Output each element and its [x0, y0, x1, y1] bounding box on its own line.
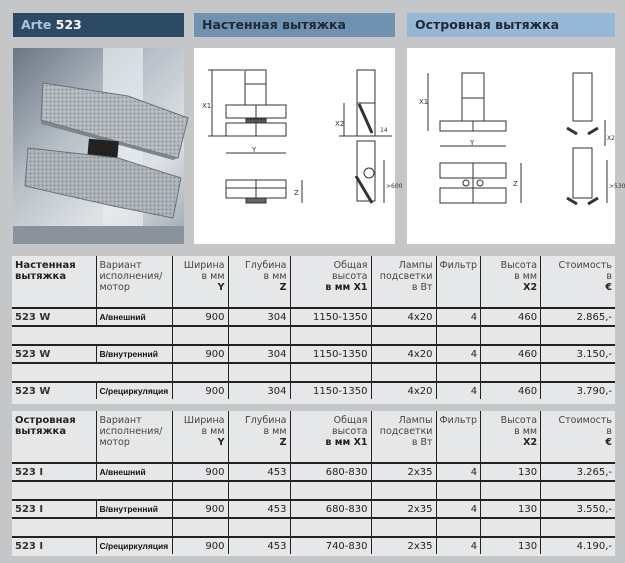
col-header-variant: Вариант исполнения/ мотор — [96, 256, 172, 308]
svg-text:Y: Y — [252, 146, 257, 154]
wall-hood-spec-table — [12, 256, 615, 404]
svg-text:14: 14 — [380, 127, 388, 134]
table-header-row — [12, 256, 615, 308]
col-header-height: Общая высота в мм X1 — [290, 411, 371, 463]
wall-hood-dimension-drawing — [194, 48, 403, 244]
dim-label-x1: X1 — [202, 102, 212, 110]
product-photo — [13, 48, 184, 244]
col-header-depth: Глубина в мм Z — [228, 256, 290, 308]
col-header-model: Островная вытяжка — [12, 411, 96, 463]
col-header-filter: Фильтр — [436, 256, 481, 308]
svg-text:>600: >600 — [386, 183, 403, 190]
product-title-bar — [13, 13, 184, 37]
col-header-height2: Высота в мм X2 — [481, 256, 541, 308]
table-row: 523 W A/внешний 900 304 1150-1350 4x20 4 460 2.865,- — [12, 308, 615, 326]
table-row: 523 I B/внутренний 900 453 680-830 2x35 4 130 3.550,- — [12, 500, 615, 518]
col-header-filter: Фильтр — [436, 411, 481, 463]
svg-text:Y: Y — [470, 139, 475, 147]
col-header-height: Общая высота в мм X1 — [290, 256, 371, 308]
brand-name: Arte — [21, 17, 52, 32]
col-header-model: Настенная вытяжка — [12, 256, 96, 308]
svg-text:X1: X1 — [419, 98, 429, 106]
svg-text:X2: X2 — [335, 120, 345, 128]
table-row: 523 W B/внутренний 900 304 1150-1350 4x20 4 460 3.150,- — [12, 345, 615, 363]
wall-hood-title: Настенная вытяжка — [194, 13, 395, 37]
table-row: 523 I A/внешний 900 453 680-830 2x35 4 130 3.265,- — [12, 463, 615, 481]
col-header-depth: Глубина в мм Z — [228, 411, 290, 463]
island-hood-title: Островная вытяжка — [407, 13, 615, 37]
svg-text:X2: X2 — [607, 135, 615, 142]
svg-text:>530: >530 — [609, 183, 625, 190]
svg-text:Z: Z — [513, 180, 518, 188]
island-hood-spec-table — [12, 411, 615, 556]
col-header-lamps: Лампы подсветки в Вт — [371, 256, 436, 308]
col-header-width: Ширина в мм Y — [172, 256, 228, 308]
col-header-height2: Высота в мм X2 — [481, 411, 541, 463]
table-row: 523 I C/рециркуляция 900 453 740-830 2x35 4 130 4.190,- — [12, 537, 615, 554]
col-header-width: Ширина в мм Y — [172, 411, 228, 463]
table-header-row — [12, 411, 615, 463]
col-header-lamps: Лампы подсветки в Вт — [371, 411, 436, 463]
model-number: 523 — [55, 17, 82, 32]
table-row: 523 W C/рециркуляция 900 304 1150-1350 4x20 4 460 3.790,- — [12, 382, 615, 399]
svg-text:Z: Z — [294, 189, 299, 197]
col-header-variant: Вариант исполнения/ мотор — [96, 411, 172, 463]
island-hood-dimension-drawing — [407, 48, 625, 244]
col-header-price: Стоимость в € — [558, 260, 612, 293]
col-header-price: Стоимость в € — [558, 415, 612, 448]
